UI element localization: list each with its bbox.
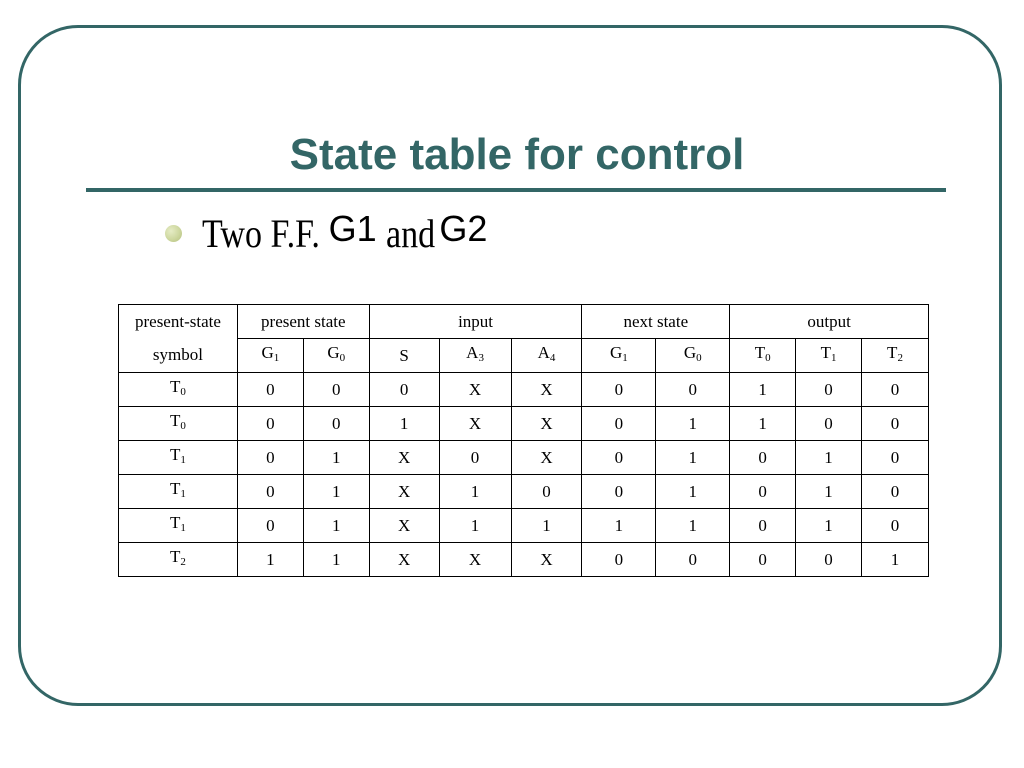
row-symbol-cell [119,475,238,509]
table-cell: 1 [796,509,862,543]
header-output: output [730,305,929,339]
subheader-base: T [887,343,898,362]
table-header-row [119,305,929,339]
row-symbol-cell [119,543,238,577]
subheader-subscript: 1 [830,352,837,364]
row-symbol-cell [119,407,238,441]
table-cell: 0 [730,475,796,509]
subheader-subscript: 2 [897,352,903,364]
row-symbol: T [169,479,181,498]
subheader-cell [862,339,929,373]
table-cell: 1 [656,441,730,475]
table-cell: X [369,441,439,475]
subheader-base: T [820,343,831,362]
table-cell: X [369,543,439,577]
table-cell: 0 [303,373,369,407]
subheader-base: A [466,343,479,362]
table-cell: 0 [862,475,929,509]
bullet-text-two-ff: Two F.F. [202,210,320,256]
row-symbol: T [169,513,181,532]
header-input: input [369,305,582,339]
table-cell: 0 [730,441,796,475]
subheader-cell [237,339,303,373]
table-cell: 1 [303,509,369,543]
table-cell: 0 [237,373,303,407]
table-cell: 1 [439,509,511,543]
table-cell: 1 [796,475,862,509]
table-cell: 1 [303,441,369,475]
table-row [119,543,929,577]
row-symbol: T [169,547,181,566]
table-cell: 0 [237,475,303,509]
table-cell: 1 [656,475,730,509]
bullet-text-g1: G1 [328,208,377,249]
subheader-cell [796,339,862,373]
table-cell: X [369,475,439,509]
header-symbol-top: present-state [119,305,238,339]
table-cell: 1 [369,407,439,441]
subheader-cell [582,339,656,373]
row-symbol-subscript: 1 [180,522,186,534]
table-row [119,373,929,407]
table-cell: 1 [439,475,511,509]
table-cell: 0 [730,509,796,543]
bullet-icon [165,225,182,242]
subheader-cell [730,339,796,373]
table-cell: 0 [796,373,862,407]
table-cell: 1 [862,543,929,577]
row-symbol-subscript: 0 [180,386,186,398]
subheader-base: G [609,343,623,362]
row-symbol-subscript: 1 [180,454,186,466]
table-cell: 1 [237,543,303,577]
table-cell: 0 [303,407,369,441]
table-cell: 1 [656,407,730,441]
table-subheader-row [119,339,929,373]
bullet-item [165,205,487,261]
subheader-base: G [261,343,274,362]
table-cell: 0 [439,441,511,475]
table-cell: 0 [237,509,303,543]
table-cell: X [511,543,582,577]
subheader-subscript: 1 [273,352,280,364]
table-row [119,509,929,543]
subheader-subscript: 0 [765,352,771,364]
table-cell: 1 [303,475,369,509]
table-cell: X [511,441,582,475]
table-cell: 0 [656,373,730,407]
table-cell: 1 [303,543,369,577]
subheader-subscript: 0 [696,352,702,364]
subheader-subscript: 0 [339,352,346,364]
table-cell: 0 [237,407,303,441]
table-row [119,475,929,509]
slide-title: State table for control [289,130,745,179]
row-symbol-subscript: 2 [180,556,186,568]
subheader-base: G [683,343,697,362]
table-cell: 0 [656,543,730,577]
table-cell: 0 [796,407,862,441]
row-symbol: T [169,377,181,396]
table-row [119,407,929,441]
table-cell: X [439,373,511,407]
subheader-base: G [327,343,340,362]
table-cell: 0 [862,509,929,543]
row-symbol-subscript: 1 [180,488,186,500]
table-row [119,441,929,475]
table-cell: X [439,407,511,441]
bullet-text-and: and [385,210,435,256]
subheader-cell [656,339,730,373]
subheader-cell [303,339,369,373]
table-cell: 0 [369,373,439,407]
row-symbol: T [169,445,181,464]
table-cell: X [439,543,511,577]
table-cell: 0 [582,441,656,475]
table-cell: 1 [656,509,730,543]
header-symbol-bottom: symbol [119,339,238,373]
row-symbol-cell [119,373,238,407]
header-next-state: next state [582,305,730,339]
table-cell: 1 [582,509,656,543]
table-cell: X [511,373,582,407]
subheader-base: T [754,343,766,362]
table-cell: 0 [862,407,929,441]
bullet-text-g2: G2 [439,208,488,249]
subheader-base: S [399,345,409,365]
table-cell: 0 [582,407,656,441]
subheader-subscript: 1 [622,352,628,364]
table-cell: X [369,509,439,543]
table-cell: 0 [862,373,929,407]
table-cell: 1 [796,441,862,475]
row-symbol-subscript: 0 [180,420,186,432]
row-symbol: T [169,411,181,430]
row-symbol-cell [119,509,238,543]
table-cell: 0 [237,441,303,475]
table-cell: 0 [796,543,862,577]
table-cell: 1 [511,509,582,543]
subheader-cell [511,339,582,373]
header-present-state: present state [237,305,369,339]
subheader-subscript: 3 [478,352,484,364]
table-cell: 1 [730,373,796,407]
table-cell: 0 [862,441,929,475]
table-cell: X [511,407,582,441]
table-cell: 0 [582,373,656,407]
table-cell: 0 [730,543,796,577]
subheader-subscript: 4 [549,352,556,364]
title-divider [86,188,946,192]
table-cell: 1 [730,407,796,441]
table-cell: 0 [582,475,656,509]
state-table [118,304,929,577]
subheader-cell [369,339,439,373]
row-symbol-cell [119,441,238,475]
subheader-cell [439,339,511,373]
table-cell: 0 [511,475,582,509]
subheader-base: A [537,343,550,362]
table-cell: 0 [582,543,656,577]
